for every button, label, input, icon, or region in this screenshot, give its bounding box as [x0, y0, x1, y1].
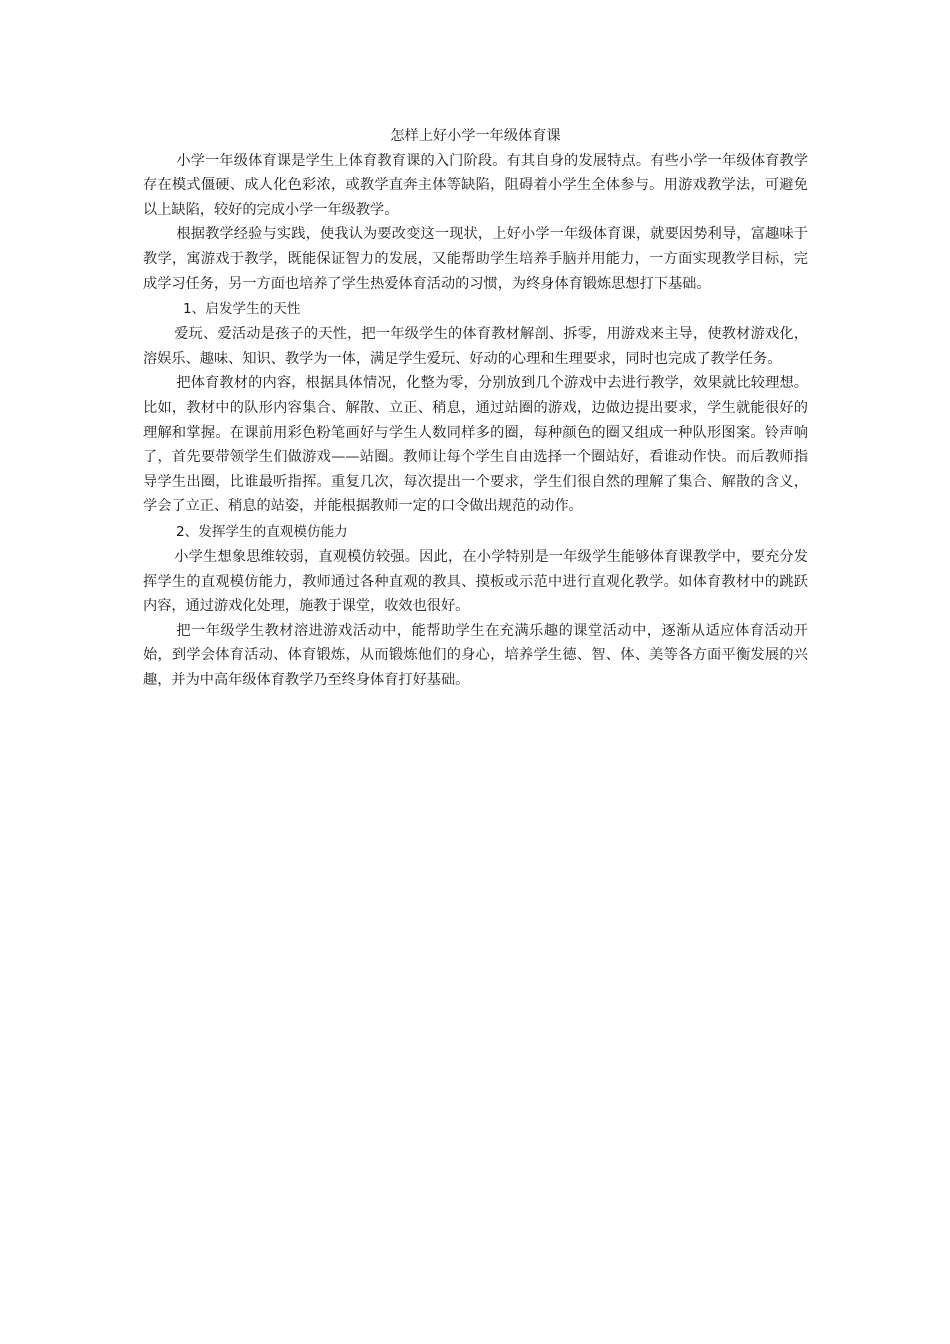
paragraph-conclusion: 把一年级学生教材溶进游戏活动中，能帮助学生在充满乐趣的课堂活动中，逐渐从适应体育活动开始，到学会体育活动、体育锻炼，从而锻炼他们的身心，培养学生德、智、体、美等各方面平衡发展的兴趣，并为中高年级体育教学乃至终身体育打好基础。	[143, 622, 808, 688]
section-heading-1: 1、启发学生的天性	[183, 301, 301, 318]
paragraph-intro: 小学一年级体育课是学生上体育教育课的入门阶段。有其自身的发展特点。有些小学一年级体育教学存在模式僵硬、成人化色彩浓，或教学直奔主体等缺陷，阻碍着小学生全体参与。用游戏教学法，可避免以上缺陷，较好的完成小学一年级教学。	[143, 152, 808, 218]
paragraph-example: 把体育教材的内容，根据具体情况，化整为零，分别放到几个游戏中去进行教学，效果就比较理想。比如，教材中的队形内容集合、解散、立正、稍息，通过站圈的游戏，边做边提出要求，学生就能很好的理解和掌握。在课前用彩色粉笔画好与学生人数同样多的圈，每种颜色的圈又组成一种队形图案。铃声响了，首先要带领学生们做游戏——站圈。教师让每个学生自由选择一个圈站好，看谁动作快。而后教师指导学生出圈，比谁最听指挥。重复几次，每次提出一个要求，学生们很自然的理解了集合、解散的含义，学会了立正、稍息的站姿，并能根据教师一定的口令做出规范的动作。	[143, 375, 808, 515]
document-body	[143, 124, 808, 692]
section-heading-2: 2、发挥学生的直观模仿能力	[176, 523, 348, 540]
document-title: 怎样上好小学一年级体育课	[390, 128, 561, 144]
paragraph-approach: 根据教学经验与实践，使我认为要改变这一现状，上好小学一年级体育课，就要因势利导，富趣味于教学，寓游戏于教学，既能保证智力的发展，又能帮助学生培养手脑并用能力，一方面实现教学目标，完成学习任务，另一方面也培养了学生热爱体育活动的习惯，为终身体育锻炼思想打下基础。	[143, 226, 808, 292]
paragraph-nature: 爱玩、爱活动是孩子的天性，把一年级学生的体育教材解剖、拆零，用游戏来主导，使教材游戏化，溶娱乐、趣味、知识、教学为一体，满足学生爱玩、好动的心理和生理要求，同时也完成了教学任务。	[143, 326, 808, 367]
paragraph-imitation: 小学生想象思维较弱，直观模仿较强。因此，在小学特别是一年级学生能够体育课教学中，要充分发挥学生的直观模仿能力，教师通过各种直观的教具、摸板或示范中进行直观化教学。如体育教材中的跳跃内容，通过游戏化处理，施教于课堂，收效也很好。	[143, 548, 808, 615]
